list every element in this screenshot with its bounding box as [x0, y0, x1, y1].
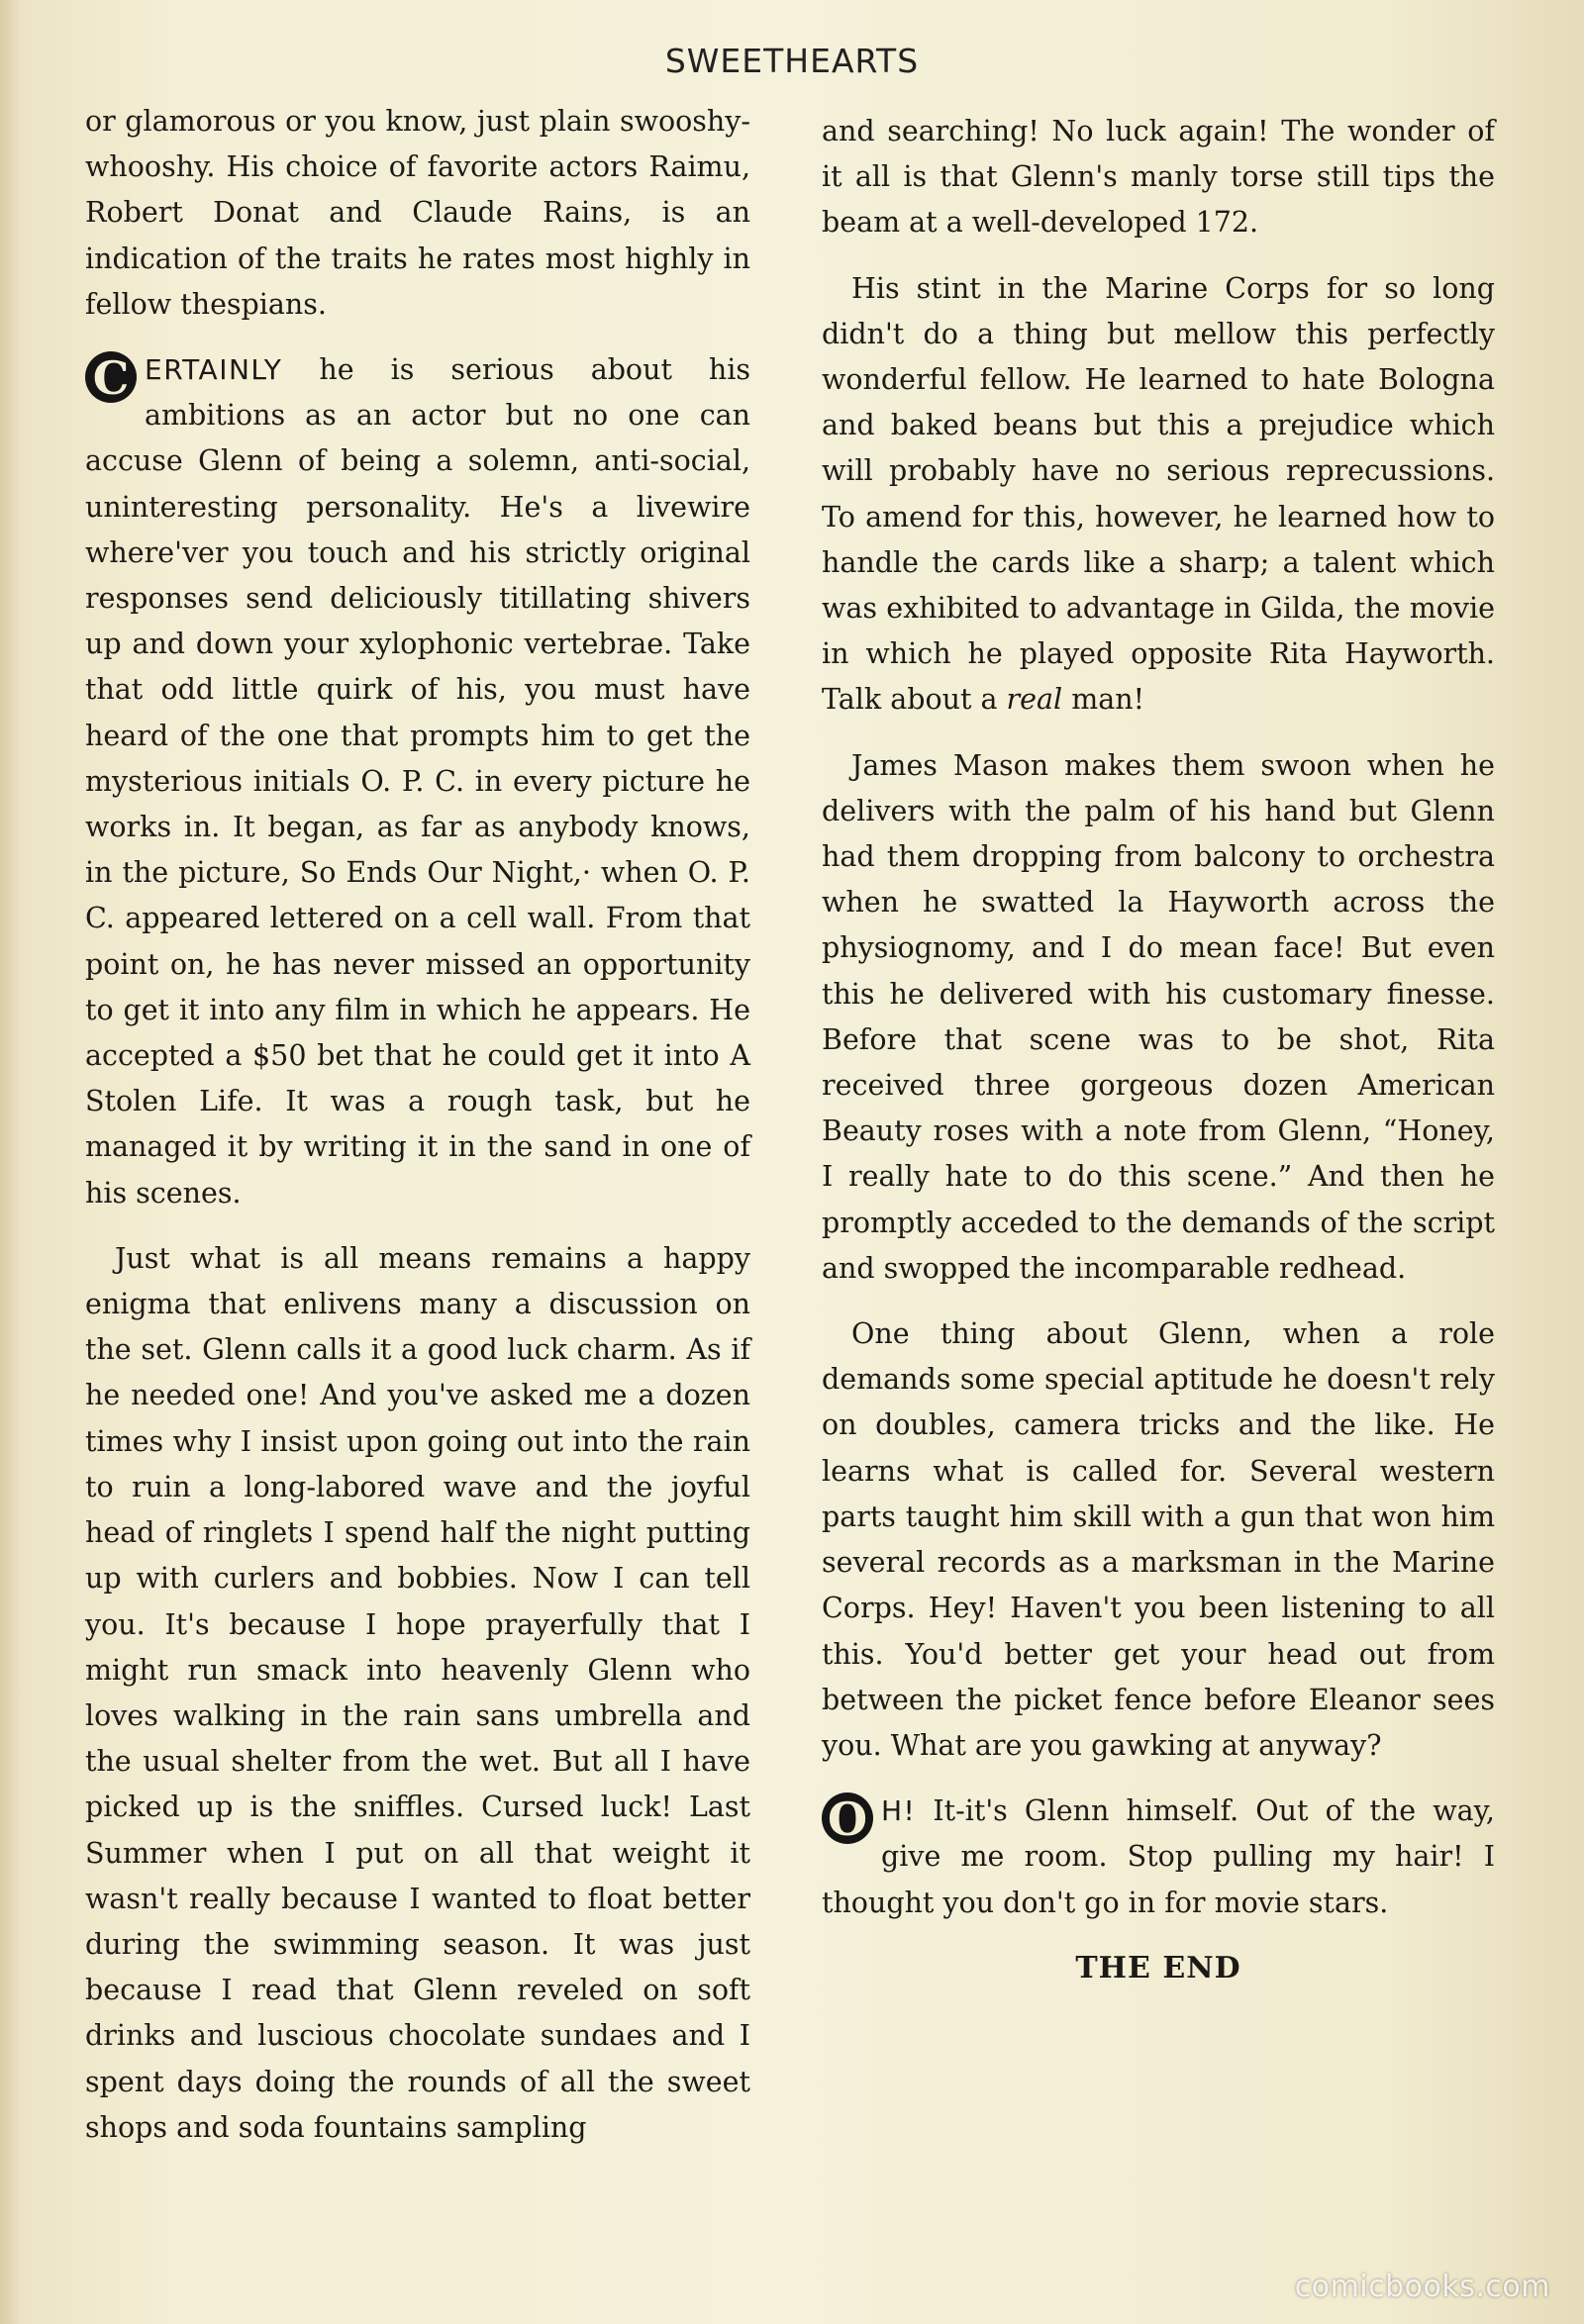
page-header: SWEETHEARTS — [664, 42, 920, 80]
lead-word: H! — [881, 1794, 917, 1828]
drop-cap-letter: O — [822, 1792, 873, 1844]
paragraph: Just what is all means remains a happy enigma that enlivens many a discussion on the set. Glenn calls it a good luck charm. As if he needed one! And you've asked me a dozen times why I insist upon going out into the rain to ruin a long-labored wave and the joyful head of ringlets I spend half the night putting up with curlers and bobbies. Now I can tell you. It's because I hope prayerfully that I might run smack into heavenly Glenn who loves walking in the rain sans umbrella and the usual shelter from the wet. But all I have picked up is the sniffles. Cursed luck! Last Summer when I put on all that weight it wasn't really because I wanted to float better during the swimming season. It was just because I read that Glenn reveled on soft drinks and luscious chocolate sundaes and I spent days doing the rounds of all the sweet shops and soda fountains sampling — [85, 1241, 750, 2144]
the-end-label: THE END — [1075, 1950, 1241, 1985]
paragraph: or glamorous or you know, just plain swooshy-whooshy. His choice of favorite actors Raimu, Robert Donat and Claude Rains, is an indication of the traits he rates most highly in fellow thespians. — [85, 105, 750, 321]
paragraph: and searching! No luck again! The wonder of it all is that Glenn's manly torse still tips the beam at a well-developed 172. — [822, 115, 1495, 240]
watermark: comicbooks.com — [1294, 2270, 1550, 2304]
paragraph-text: His stint in the Marine Corps for so long didn't do a thing but mellow this perfectly wonderful fellow. He learned to hate Bologna and baked beans but this a prejudice which will probably have no serious reprecussions. To amend for this, however, he learned how to handle the cards like a sharp; a talent which was exhibited to advantage in Gilda, the movie in which he played opposite Rita Hayworth. Talk about a — [822, 271, 1495, 717]
right-column — [822, 109, 1495, 1991]
paragraph-text: he is serious about his ambitions as an actor but no one can accuse Glenn of being a solemn, anti-social, uninteresting personality. He's a livewire where'ver you touch and his strictly original responses send deliciously titillating shivers up and down your xylophonic vertebrae. Take that odd little quirk of his, you must have heard of the one that prompts him to get the mysterious initials O. P. C. in every picture he works in. It began, as far as anybody knows, in the picture, So Ends Our Night,· when O. P. C. appeared lettered on a cell wall. From that point on, he has never missed an opportunity to get it into any film in which he appears. He accepted a $50 bet that he could get it into A Stolen Life. It was a rough task, but he managed it by writing it in the sand in one of his scenes. — [85, 353, 750, 1210]
italic-word: real — [1006, 683, 1063, 717]
paragraph-text: It-it's Glenn himself. Out of the way, give me room. Stop pulling my hair! I thought you don't go in for movie stars. — [822, 1794, 1495, 1919]
paragraph: James Mason makes them swoon when he delivers with the palm of his hand but Glenn had them dropping from balcony to orchestra when he swatted la Hayworth across the physiognomy, and I do mean face! But even this he delivered with his customary finesse. Before that scene was to be shot, Rita received three gorgeous dozen American Beauty roses with a note from Glenn, “Honey, I really hate to do this scene.” And then he promptly acceded to the demands of the script and swopped the incomparable redhead. — [822, 748, 1495, 1285]
page-fold-shadow — [0, 0, 22, 2324]
drop-cap-letter: C — [85, 351, 137, 403]
paragraph — [822, 266, 1495, 724]
paragraph: One thing about Glenn, when a role demands some special aptitude he doesn't rely on doubles, camera tricks and the like. He learns what is called for. Several western parts taught him skill with a gun that won him several records as a marksman in the Marine Corps. Hey! Haven't you been listening to all this. You'd better get your head out from between the picket fence before Eleanor sees you. What are you gawking at anyway? — [822, 1317, 1495, 1762]
lead-word: ERTAINLY — [145, 353, 283, 387]
paragraph-text: man! — [1062, 683, 1145, 717]
paragraph-dropcap — [85, 347, 750, 1216]
paragraph-dropcap — [822, 1789, 1495, 1926]
left-column — [85, 99, 750, 2171]
